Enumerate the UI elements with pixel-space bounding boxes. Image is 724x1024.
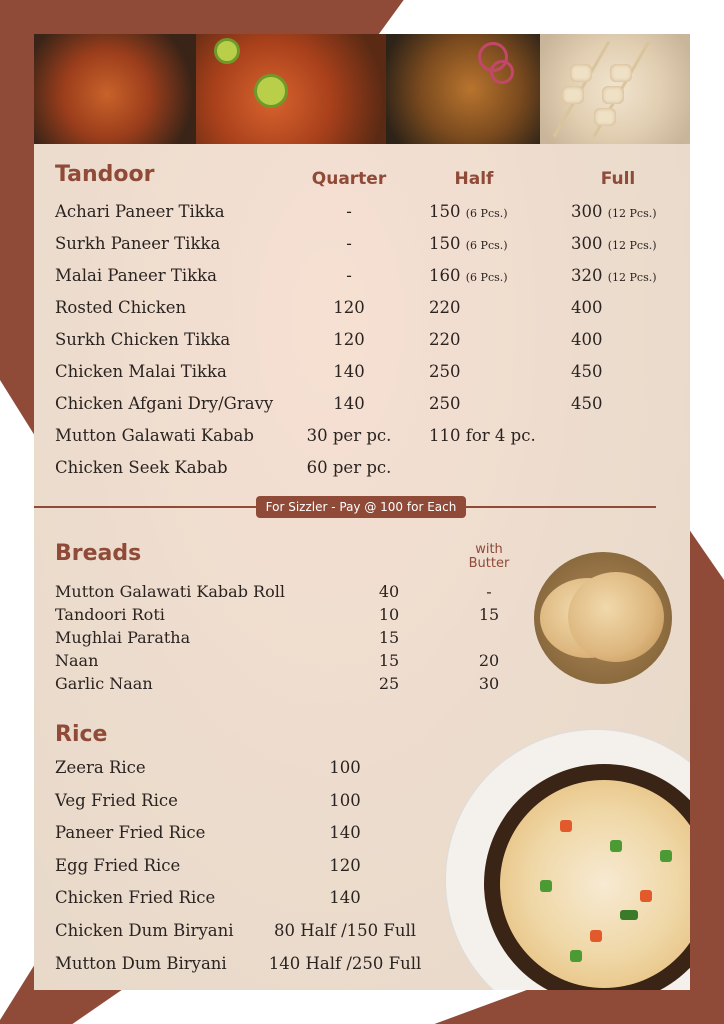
item-name: Tandoori Roti (55, 605, 165, 624)
half-price-cell (429, 298, 461, 317)
tandoor-item-row (34, 458, 690, 488)
full-price-cell (571, 298, 603, 317)
full-price-cell (571, 202, 657, 221)
rice-price: 140 (329, 888, 361, 908)
seekh-kabab-photo (386, 34, 540, 144)
item-name: Veg Fried Rice (55, 790, 178, 810)
half-price-cell (429, 234, 508, 253)
full-price: 300 (571, 234, 603, 253)
quarter-price: 60 per pc. (306, 458, 392, 477)
item-name: Paneer Fried Rice (55, 823, 206, 843)
tandoori-chicken-photo (34, 34, 196, 144)
half-price: 110 for 4 pc. (429, 426, 536, 445)
quarter-price: 30 per pc. (306, 426, 392, 445)
full-price: 320 (571, 266, 603, 285)
item-name: Chicken Seek Kabab (55, 458, 228, 477)
rice-heading: Rice (55, 722, 108, 747)
full-price: 400 (571, 298, 603, 317)
half-price: 220 (429, 298, 461, 317)
food-photo-strip (34, 34, 690, 144)
bread-price: 10 (378, 605, 400, 624)
rice-price: 120 (329, 855, 361, 875)
butter-header-line1: with (475, 542, 503, 557)
item-name: Mughlai Paratha (55, 628, 191, 647)
full-price: 400 (571, 330, 603, 349)
half-piece-note: (6 Pcs.) (465, 271, 508, 284)
half-piece-note: (6 Pcs.) (465, 239, 508, 252)
bread-price: 15 (378, 651, 400, 670)
quarter-price: - (346, 234, 352, 253)
full-piece-note: (12 Pcs.) (607, 271, 657, 284)
full-price-cell (571, 234, 657, 253)
tandoor-item-row (34, 394, 690, 424)
half-price: 250 (429, 362, 461, 381)
item-name: Malai Paneer Tikka (55, 266, 217, 285)
with-butter-price: 20 (478, 651, 500, 670)
item-name: Mutton Galawati Kabab Roll (55, 582, 285, 601)
with-butter-price: - (486, 582, 492, 601)
rice-price: 140 Half /250 Full (268, 953, 422, 973)
quarter-price: 120 (333, 330, 365, 349)
item-name: Rosted Chicken (55, 298, 187, 317)
half-price: 160 (429, 266, 461, 285)
half-price: 150 (429, 202, 461, 221)
with-butter-price: 15 (478, 605, 500, 624)
item-name: Chicken Malai Tikka (55, 362, 227, 381)
tandoor-item-row (34, 426, 690, 456)
rice-price: 80 Half /150 Full (273, 921, 417, 940)
with-butter-column-header (454, 543, 524, 571)
full-price-cell (571, 330, 603, 349)
bread-price: 25 (378, 674, 400, 693)
tandoor-item-row (34, 202, 690, 232)
tandoor-item-row (34, 266, 690, 296)
tandoor-item-row (34, 234, 690, 264)
decorative-corner-right (684, 0, 724, 580)
tandoor-item-row (34, 298, 690, 328)
full-piece-note: (12 Pcs.) (607, 239, 657, 252)
breads-heading: Breads (55, 541, 142, 566)
full-price-cell (571, 394, 603, 413)
bread-price: 15 (378, 628, 400, 647)
full-price-cell (571, 362, 603, 381)
decorative-corner-bottom (0, 984, 724, 1024)
rice-price: 100 (329, 758, 361, 777)
quarter-price: - (346, 266, 352, 285)
sizzler-note-badge: For Sizzler - Pay @ 100 for Each (256, 496, 466, 518)
tandoor-item-row (34, 362, 690, 392)
full-price: 300 (571, 202, 603, 221)
quarter-price: 140 (333, 362, 365, 381)
menu-panel (34, 34, 690, 990)
half-price: 250 (429, 394, 461, 413)
full-price-cell (571, 266, 657, 285)
full-column-header: Full (600, 169, 636, 189)
with-butter-price: 30 (478, 674, 500, 693)
item-name: Chicken Fried Rice (55, 888, 216, 908)
item-name: Chicken Afgani Dry/Gravy (55, 394, 274, 413)
half-piece-note: (6 Pcs.) (465, 207, 508, 220)
quarter-price: 140 (333, 394, 365, 413)
item-name: Zeera Rice (55, 758, 146, 777)
half-price-cell (429, 202, 508, 221)
item-name: Naan (55, 651, 99, 670)
full-price: 450 (571, 394, 603, 413)
half-price-cell (429, 330, 461, 349)
quarter-price: 120 (333, 298, 365, 317)
tandoor-item-row (34, 330, 690, 360)
item-name: Egg Fried Rice (55, 855, 181, 875)
half-price-cell (429, 426, 536, 445)
quarter-price: - (346, 202, 352, 221)
half-price-cell (429, 362, 461, 381)
quarter-column-header: Quarter (311, 169, 387, 189)
half-column-header: Half (454, 169, 494, 189)
item-name: Chicken Dum Biryani (55, 921, 234, 940)
half-price: 220 (429, 330, 461, 349)
item-name: Mutton Dum Biryani (55, 953, 227, 973)
item-name: Mutton Galawati Kabab (55, 426, 254, 445)
half-price: 150 (429, 234, 461, 253)
full-price: 450 (571, 362, 603, 381)
item-name: Garlic Naan (55, 674, 153, 693)
item-name: Surkh Paneer Tikka (55, 234, 221, 253)
half-price-cell (429, 266, 508, 285)
full-piece-note: (12 Pcs.) (607, 207, 657, 220)
rice-price: 140 (329, 823, 361, 843)
roti-basket-image (534, 552, 672, 684)
bread-price: 40 (378, 582, 400, 601)
tandoor-heading: Tandoor (55, 162, 155, 187)
item-name: Achari Paneer Tikka (55, 202, 225, 221)
chicken-tikka-photo (196, 34, 386, 144)
item-name: Surkh Chicken Tikka (55, 330, 231, 349)
rice-price: 100 (329, 790, 361, 810)
malai-tikka-photo (540, 34, 690, 144)
half-price-cell (429, 394, 461, 413)
butter-header-line2: Butter (468, 556, 510, 571)
